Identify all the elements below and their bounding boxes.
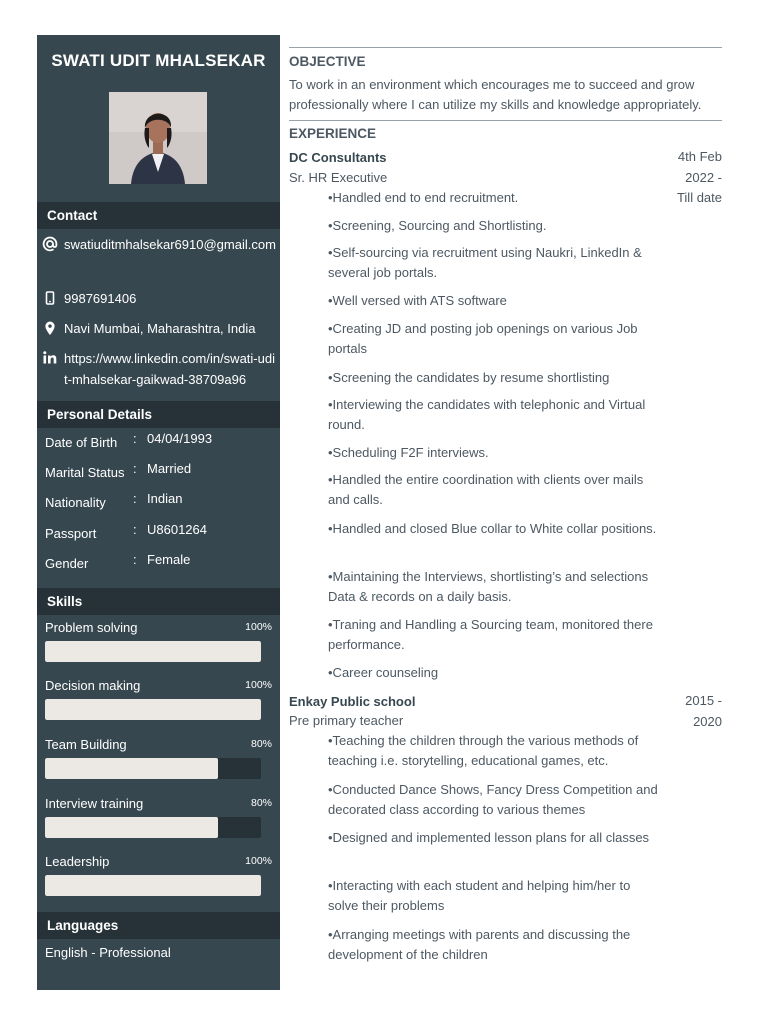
divider (289, 47, 722, 48)
pd-value: Married (147, 461, 192, 476)
job-bullet: •Handled end to end recruitment. (328, 190, 519, 205)
job-bullet: •Maintaining the Interviews, shortlisting’s and selections Data & records on a daily basis. (328, 569, 649, 604)
skill-bar (45, 641, 261, 662)
skill-percent: 100% (245, 855, 272, 867)
linkedin-icon (42, 350, 58, 366)
candidate-name: SWATI UDIT MHALSEKAR (51, 51, 266, 70)
divider (289, 120, 722, 121)
sidebar (37, 35, 280, 990)
profile-photo (109, 92, 207, 184)
skill-name: Team Building (45, 737, 127, 752)
job-company: DC Consultants (289, 150, 387, 165)
skill-bar-fill (45, 817, 218, 838)
pd-row-dob (45, 431, 280, 451)
skill-percent: 80% (250, 738, 272, 750)
skill-percent: 100% (245, 679, 272, 691)
job-date-line: 2020 (693, 713, 722, 729)
job-bullet: •Handled the entire coordination with clients over mails and calls. (328, 472, 644, 507)
skill-bar-fill (45, 699, 261, 720)
job-bullet: •Career counseling (328, 665, 439, 680)
job-bullet: •Conducted Dance Shows, Fancy Dress Competition and decorated class according to various themes (328, 782, 658, 817)
skills-heading: Skills (37, 588, 280, 615)
skill-bar-fill (45, 875, 261, 896)
at-icon (42, 236, 58, 252)
objective-heading: OBJECTIVE (289, 54, 366, 69)
job-bullet: •Self-sourcing via recruitment using Naukri, LinkedIn & several job portals. (328, 245, 642, 280)
pd-colon: : (133, 552, 137, 567)
job-bullet: •Creating JD and posting job openings on various Job portals (328, 321, 638, 356)
job-date-line: 2015 - (685, 693, 722, 708)
phone-number[interactable]: 9987691406 (64, 291, 137, 306)
main-content (289, 0, 722, 1024)
job-company: Enkay Public school (289, 694, 416, 709)
skill-name: Leadership (45, 854, 110, 869)
contact-heading: Contact (37, 202, 280, 229)
pd-label: Passport (45, 526, 97, 541)
languages-heading: Languages (37, 912, 280, 939)
experience-heading: EXPERIENCE (289, 126, 377, 141)
skill-name: Decision making (45, 678, 141, 693)
personal-details-heading: Personal Details (37, 401, 280, 428)
job-bullet: •Traning and Handling a Sourcing team, monitored there performance. (328, 617, 653, 652)
job-bullet: •Screening, Sourcing and Shortlisting. (328, 218, 547, 233)
phone-icon (42, 290, 58, 306)
job-dates (677, 147, 722, 209)
location-text: Navi Mumbai, Maharashtra, India (64, 321, 256, 336)
skill-bar-fill (45, 641, 261, 662)
pd-value: Female (147, 552, 191, 567)
pd-label: Gender (45, 556, 89, 571)
pd-colon: : (133, 461, 137, 476)
job-bullet: •Well versed with ATS software (328, 293, 507, 308)
job-bullet: •Screening the candidates by resume shortlisting (328, 370, 610, 385)
pd-label: Nationality (45, 495, 106, 510)
pd-value: U8601264 (147, 522, 207, 537)
skill-percent: 80% (250, 797, 272, 809)
skill-bar (45, 699, 261, 720)
job-bullet: •Scheduling F2F interviews. (328, 445, 489, 460)
job-date-line: 4th Feb (677, 149, 722, 164)
pd-row-marital (45, 461, 280, 481)
pd-row-passport (45, 522, 280, 542)
pd-label: Marital Status (45, 465, 125, 480)
pd-row-gender (45, 552, 280, 572)
skill-bar (45, 817, 261, 838)
location-pin-icon (42, 320, 58, 336)
skill-percent: 100% (245, 621, 272, 633)
job-bullet: •Interviewing the candidates with telephonic and Virtual round. (328, 397, 646, 432)
skill-bar (45, 875, 261, 896)
objective-text: To work in an environment which encourages me to succeed and grow professionally where I can utilize my skills and knowledge appropriately. (289, 77, 702, 112)
language-item: English - Professional (45, 945, 171, 960)
skill-bar (45, 758, 261, 779)
job-date-line: Till date (676, 190, 722, 205)
job-role: Sr. HR Executive (289, 170, 388, 185)
email-link[interactable]: swatiuditmhalsekar6910@gmail.com (64, 237, 276, 252)
pd-colon: : (133, 491, 137, 506)
job-bullet: •Arranging meetings with parents and discussing the development of the children (328, 927, 631, 962)
pd-colon: : (133, 431, 137, 446)
job-dates (685, 691, 722, 732)
skill-bar-fill (45, 758, 218, 779)
pd-row-nationality (45, 491, 280, 511)
pd-label: Date of Birth (45, 435, 118, 450)
job-date-line: 2022 - (685, 169, 722, 185)
job-bullet: •Handled and closed Blue collar to White collar positions. (328, 521, 657, 536)
pd-value: Indian (147, 491, 183, 506)
pd-value: 04/04/1993 (147, 431, 213, 446)
skill-name: Interview training (45, 796, 144, 811)
pd-colon: : (133, 522, 137, 537)
job-bullet: •Teaching the children through the various methods of teaching i.e. storytelling, educational games, etc. (328, 733, 639, 768)
linkedin-link[interactable]: https://www.linkedin.com/in/swati-udit-mhalsekar-gaikwad-38709a96 (64, 351, 275, 387)
job-role: Pre primary teacher (289, 713, 404, 728)
skill-name: Problem solving (45, 620, 138, 635)
job-bullet: •Interacting with each student and helping him/her to solve their problems (328, 878, 631, 913)
job-bullet: •Designed and implemented lesson plans for all classes (328, 830, 650, 845)
